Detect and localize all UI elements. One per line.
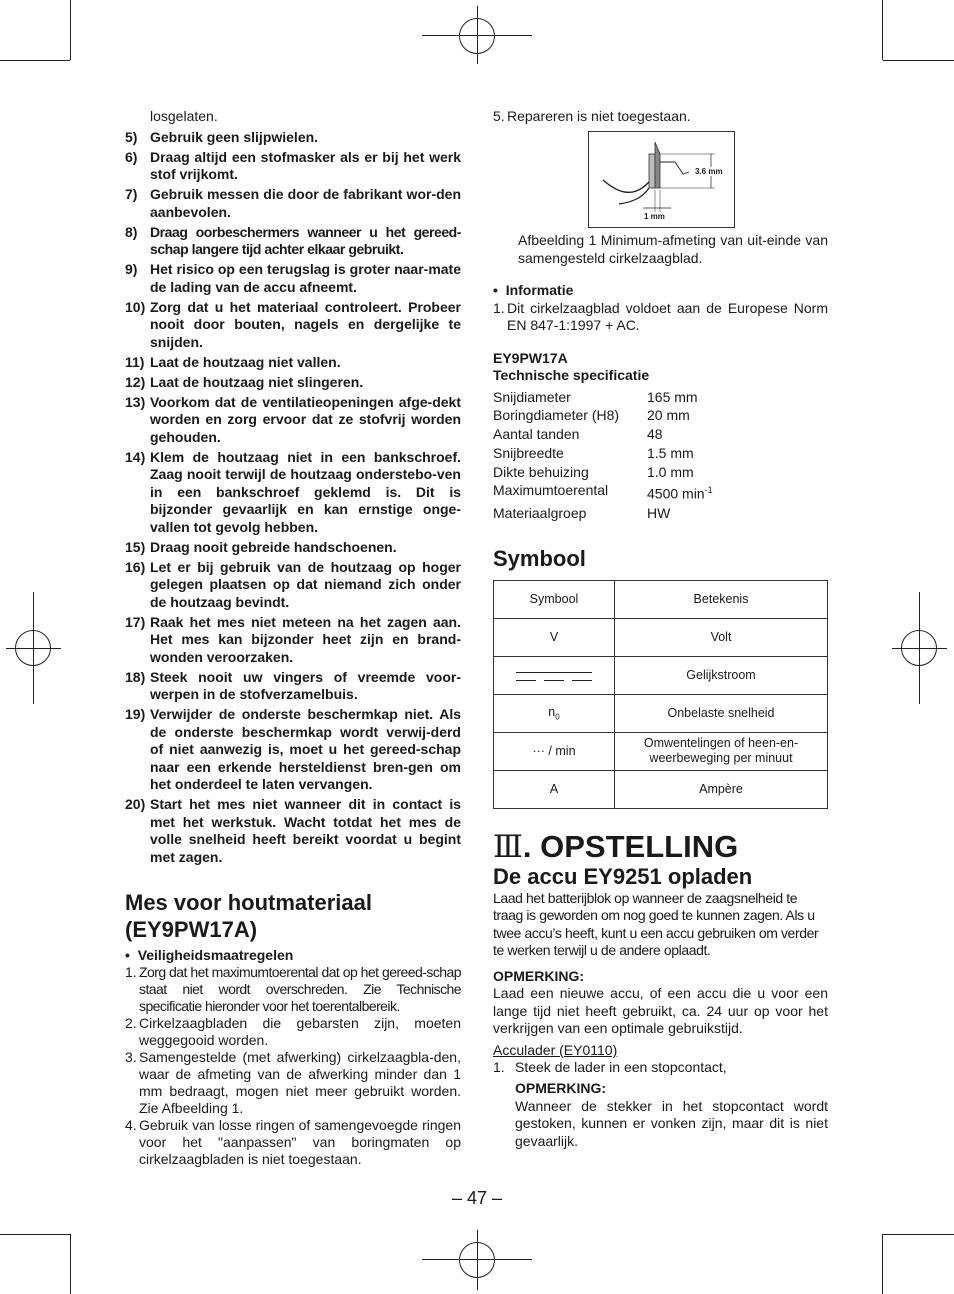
charging-paragraph: Laad het batterijblok op wanneer de zaagsnelheid te traag is geworden om nog goed te kunnen zagen. Als u twee accu’s heeft, kunt u een accu gebruiken om verder te werken terwijl u de andere oplaadt. [493, 889, 819, 959]
crop-mark [70, 0, 71, 60]
blade-safety-list [125, 964, 461, 1168]
list-number: 14) [125, 448, 146, 465]
spec-key: Boringdiameter (H8) [493, 407, 620, 424]
blade-figure [588, 131, 735, 228]
symbol-table [493, 580, 828, 809]
spec-value-text: 165 mm [647, 388, 698, 405]
spec-value-text: 48 [647, 426, 663, 443]
list-number: 7) [125, 186, 138, 202]
section-title-line2: (EY9PW17A) [125, 916, 258, 942]
spec-value [647, 444, 713, 463]
list-item [125, 706, 461, 794]
list-text: Samengestelde (met afwerking) cirkelzaagbla-den, waar de afmeting van de afwerking minder dan 1 mm bedraagt, mogen niet meer gebruikt worden. Zie Afbeelding 1. [139, 1049, 461, 1116]
list-number: 1. [493, 1059, 505, 1076]
list-item [125, 539, 461, 557]
list-text: Let er bij gebruik van de houtzaag op hoger gelegen plaatsen op dat niemand zich onder de houtzaag bevindt. [150, 558, 461, 610]
step-item [493, 1059, 828, 1076]
spec-key: Snijbreedte [493, 444, 564, 461]
list-number: 5. [493, 108, 505, 124]
list-item [125, 1015, 461, 1049]
list-number: 11) [125, 353, 145, 370]
meaning-cell: Omwentelingen of heen-en-weerbeweging per minuut [615, 732, 828, 770]
info-heading: • Informatie [493, 282, 574, 298]
symbol-row [494, 694, 828, 732]
list-number: 17) [125, 613, 146, 630]
right-column [493, 108, 828, 1150]
registration-line [892, 648, 947, 649]
list-item [125, 796, 461, 866]
symbol-text: V [549, 630, 559, 645]
list-number: 8) [125, 223, 138, 240]
spec-row [493, 406, 713, 425]
spec-value [647, 504, 713, 523]
chapter-title [493, 829, 828, 865]
symbol-text: ··· / min [532, 744, 576, 759]
dimension-label-bottom: 1 mm [644, 212, 665, 221]
step-note-text: Wanneer de stekker in het stopcontact wordt gestoken, kunnen er vonken zijn, maar dit is niet gevaarlijk. [515, 1097, 828, 1149]
list-text: Gebruik geen slijpwielen. [150, 128, 319, 145]
list-number: 4. [125, 1117, 137, 1133]
list-text: Zorg dat het maximumtoerental dat op het gereed-schap staat niet wordt overschreden. Zie Technische specificatie hieronder voor het toerentalbereik. [139, 964, 461, 1014]
symbol-cell [494, 732, 615, 770]
spec-row [493, 388, 713, 407]
list-text: Draag oorbeschermers wanneer u het gereed-schap langere tijd achter elkaar gebruikt. [150, 223, 461, 257]
list-text: Draag nooit gebreide handschoenen. [150, 538, 397, 555]
registration-line [6, 648, 61, 649]
spec-value [647, 406, 713, 425]
symbol-cell [494, 694, 615, 732]
meaning-cell: Onbelaste snelheid [615, 694, 828, 732]
list-text: Raak het mes niet meteen na het zagen aan. Het mes kan bijzonder heet zijn en brand-wonden veroorzaken. [150, 613, 461, 665]
symbol-heading: Symbool [493, 545, 586, 571]
step-note-label: OPMERKING: [515, 1080, 606, 1097]
crop-mark [882, 1234, 883, 1294]
list-item [125, 149, 461, 184]
continuation-text: losgelaten. [150, 108, 218, 124]
spec-superscript: -1 [704, 485, 713, 496]
spec-key: Snijdiameter [493, 388, 571, 405]
symbol-table-header [494, 580, 828, 618]
list-text: Start het mes niet wanneer dit in contact is met het werkstuk. Wacht totdat het mes de volle snelheid heeft bereikt voordat u begint met zagen. [150, 796, 461, 865]
spec-value-text: 4500 min [647, 486, 705, 503]
step-note [493, 1080, 828, 1150]
list-number: 19) [125, 706, 146, 722]
list-text: Zorg dat u het materiaal controleert. Probeer nooit door bouten, nagels en dergelijke te snijden. [150, 298, 461, 350]
list-item [125, 186, 461, 221]
list-number: 1. [125, 964, 137, 980]
registration-line [422, 1259, 532, 1260]
crop-mark [883, 60, 954, 61]
sub-heading: De accu EY9251 opladen [493, 863, 753, 889]
list-text: Laat de houtzaag niet slingeren. [150, 373, 364, 390]
list-number: 1. [493, 299, 505, 316]
list-item [125, 559, 461, 612]
symbol-row [494, 732, 828, 770]
list-text: Steek nooit uw vingers of vreemde voor-werpen in de stofverzamelbuis. [150, 668, 461, 702]
left-column [125, 108, 461, 1168]
header-symbol: Symbool [494, 580, 615, 618]
list-text: Klem de houtzaag niet in een bankschroef. Zaag nooit terwijl de houtzaag onderstebo-ven in een bankschroef geklemd is. Dit is bijzonder gevaarlijk en kan ernstige onge-vallen tot gevolg hebben. [150, 448, 461, 535]
spec-row [493, 504, 713, 523]
spec-value-text: 20 mm [647, 407, 690, 424]
list-item [125, 394, 461, 447]
list-number: 20) [125, 796, 146, 812]
chapter-title-text: . OPSTELLING [522, 828, 739, 864]
spec-value [647, 388, 713, 407]
safety-heading: • Veiligheidsmaatregelen [125, 946, 294, 963]
list-item [125, 129, 461, 147]
spec-key: Aantal tanden [493, 426, 580, 443]
list-number: 9) [125, 261, 138, 277]
model-number: EY9PW17A [493, 349, 568, 366]
list-item [493, 108, 828, 125]
symbol-cell [494, 618, 615, 656]
spec-value-text: 1.5 mm [647, 444, 694, 461]
note-text: Laad een nieuwe accu, of een accu die u voor een lange tijd niet heeft gebruikt, ca. 24 uur op voor het verkrijgen van een optimale gebruikstijd. [493, 985, 828, 1037]
symbol-row [494, 770, 828, 808]
spec-row [493, 425, 713, 444]
crop-mark [70, 1234, 71, 1294]
list-text: Verwijder de onderste beschermkap niet. Als de onderste beschermkap wordt verwij-derd of niet aanwezig is, moet u het gereed-schap naar een erkende hersteldienst bren-gen om het onderdeel te laten vervangen. [150, 706, 461, 792]
note-label: OPMERKING: [493, 967, 584, 984]
section-title-line1: Mes voor houtmateriaal [125, 889, 372, 915]
list-number: 2. [125, 1015, 137, 1031]
list-item [125, 261, 461, 296]
list-text: Cirkelzaagbladen die gebarsten zijn, moeten weggegooid worden. [139, 1015, 461, 1048]
spec-heading: Technische specificatie [493, 367, 650, 383]
list-text: Draag altijd een stofmasker als er bij het werk stof vrijkomt. [150, 148, 461, 182]
symbol-cell [494, 770, 615, 808]
spec-table [493, 388, 713, 523]
spec-row [493, 481, 713, 503]
list-text: Gebruik van losse ringen of samengevoegde ringen voor het "aanpassen" van boringmaten op cirkelzaagbladen is niet toegestaan. [139, 1117, 461, 1167]
info-item [493, 300, 828, 334]
spec-value [647, 463, 713, 482]
symbol-row [494, 618, 828, 656]
safety-rules-list [125, 129, 461, 867]
list-text: Het risico op een terugslag is groter naar-mate de lading van de accu afneemt. [150, 261, 461, 295]
list-item [125, 1117, 461, 1168]
spec-value [647, 481, 713, 503]
list-item [125, 354, 461, 372]
meaning-cell: Gelijkstroom [615, 656, 828, 694]
meaning-cell: Volt [615, 618, 828, 656]
symbol-subscript: 0 [555, 712, 560, 722]
header-meaning: Betekenis [615, 580, 828, 618]
list-text: Voorkom dat de ventilatieopeningen afge-dekt worden en zorg ervoor dat ze stofvrij worden gehouden. [150, 393, 461, 445]
spec-key: Materiaalgroep [493, 504, 587, 521]
list-item [125, 224, 461, 259]
list-item [125, 964, 461, 1015]
list-text: Gebruik messen die door de fabrikant wor-den aanbevolen. [150, 186, 461, 220]
list-number: 12) [125, 373, 146, 390]
list-text: Steek de lader in een stopcontact, [515, 1059, 727, 1076]
list-item [125, 449, 461, 537]
spec-key: Maximumtoerental [493, 482, 609, 499]
spec-value [647, 425, 713, 444]
dimension-label-right: 3.6 mm [695, 167, 723, 176]
spec-row [493, 444, 713, 463]
section-title [125, 889, 461, 943]
list-number: 3. [125, 1049, 137, 1065]
symbol-cell [494, 656, 615, 694]
list-item [125, 299, 461, 352]
spec-row [493, 463, 713, 482]
safety-heading-text: Veiligheidsmaatregelen [137, 946, 294, 963]
list-number: 10) [125, 298, 146, 315]
meaning-cell: Ampère [615, 770, 828, 808]
list-number: 13) [125, 393, 146, 410]
list-number: 6) [125, 148, 138, 165]
list-number: 18) [125, 668, 146, 685]
crop-mark [882, 0, 883, 60]
list-item [125, 614, 461, 667]
list-number: 16) [125, 558, 146, 575]
info-heading-text: Informatie [505, 282, 574, 298]
dc-current-icon [516, 669, 592, 683]
crop-mark [883, 1234, 954, 1235]
spec-value-text: 1.0 mm [647, 463, 694, 480]
spec-value-text: HW [647, 504, 671, 521]
page-number: – 47 – [451, 1188, 503, 1208]
list-number: 5) [125, 128, 138, 145]
crop-mark [0, 60, 70, 61]
chapter-numeral: Ⅲ [493, 828, 523, 865]
crop-mark [0, 1234, 70, 1235]
figure-caption: Afbeelding 1 Minimum-afmeting van uit-einde van samengesteld cirkelzaagblad. [518, 232, 828, 266]
list-item [125, 1049, 461, 1117]
registration-line [422, 35, 532, 36]
registration-line [477, 1230, 478, 1290]
list-text: Repareren is niet toegestaan. [507, 108, 691, 124]
symbol-row [494, 656, 828, 694]
list-text: Dit cirkelzaagblad voldoet aan de Europese Norm EN 847-1:1997 + AC. [507, 299, 828, 333]
list-text: Laat de houtzaag niet vallen. [150, 353, 341, 370]
list-item [125, 669, 461, 704]
symbol-text: A [549, 782, 559, 797]
list-item [125, 374, 461, 392]
spec-key: Dikte behuizing [493, 463, 589, 480]
list-number: 15) [125, 538, 146, 555]
symbol-text: n [548, 704, 556, 719]
charger-label: Acculader (EY0110) [493, 1041, 618, 1058]
